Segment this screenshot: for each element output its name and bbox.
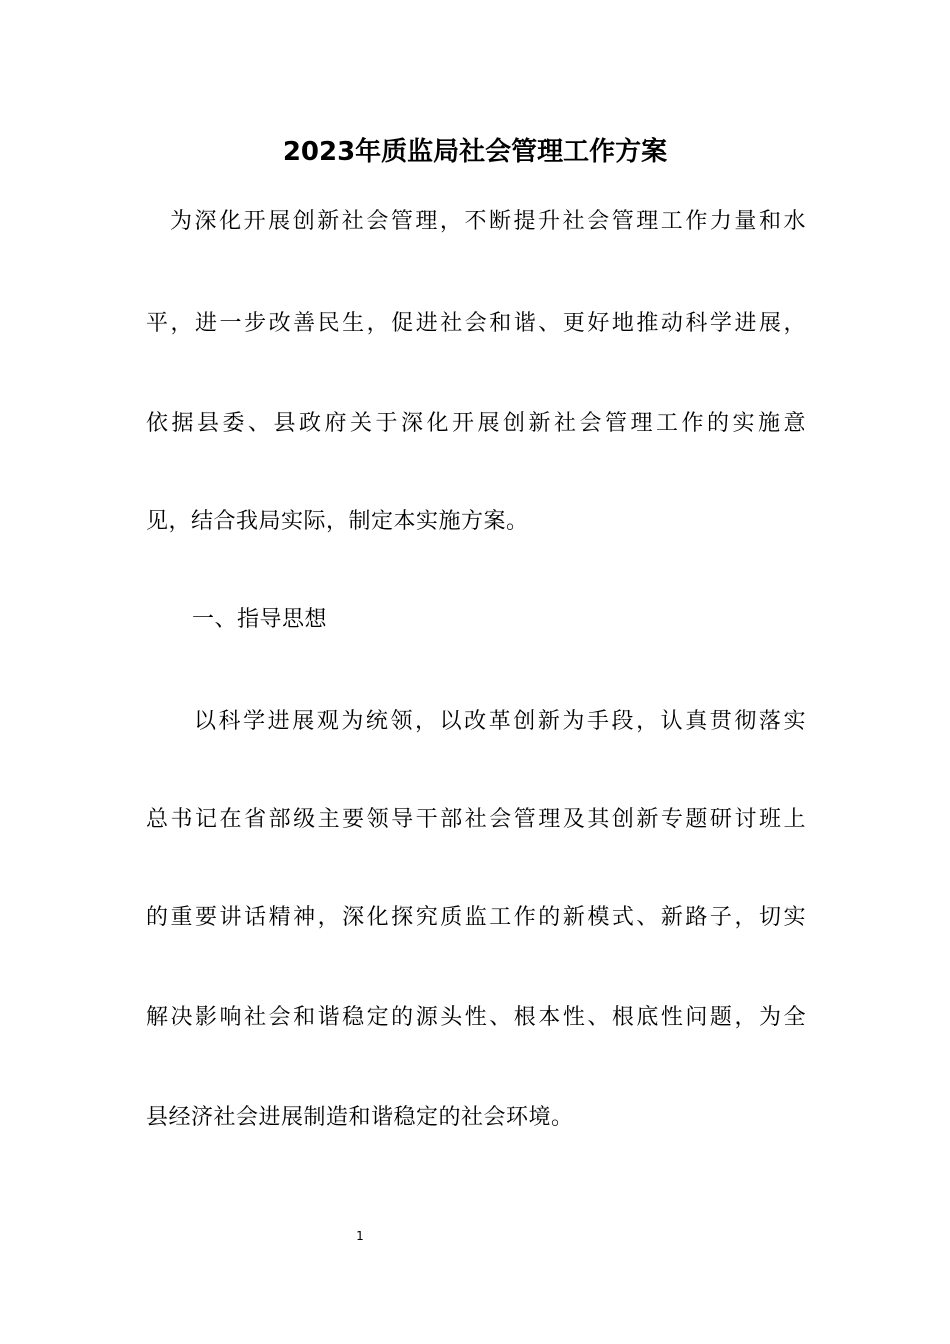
paragraph-1-line-4: 见，结合我局实际，制定本实施方案。: [146, 509, 529, 534]
paragraph-2-line-4: 解决影响社会和谐稳定的源头性、根本性、根底性问题，为全: [146, 1005, 806, 1030]
document-title: 2023年质监局社会管理工作方案: [282, 137, 668, 167]
paragraph-2-line-1: 以科学进展观为统领，以改革创新为手段，认真贯彻落实: [194, 709, 806, 734]
paragraph-1-line-3: 依据县委、县政府关于深化开展创新社会管理工作的实施意: [146, 411, 806, 436]
paragraph-2-line-3: 的重要讲话精神，深化探究质监工作的新模式、新路子，切实: [146, 905, 806, 930]
paragraph-2-line-5: 县经济社会进展制造和谐稳定的社会环境。: [146, 1105, 574, 1130]
paragraph-1-line-1: 为深化开展创新社会管理，不断提升社会管理工作力量和水: [170, 209, 806, 234]
paragraph-2-line-2: 总书记在省部级主要领导干部社会管理及其创新专题研讨班上: [146, 807, 806, 832]
page-number: 1: [356, 1229, 364, 1243]
paragraph-1-line-2: 平，进一步改善民生，促进社会和谐、更好地推动科学进展，: [146, 311, 806, 336]
section-heading: 一、指导思想: [192, 607, 328, 632]
